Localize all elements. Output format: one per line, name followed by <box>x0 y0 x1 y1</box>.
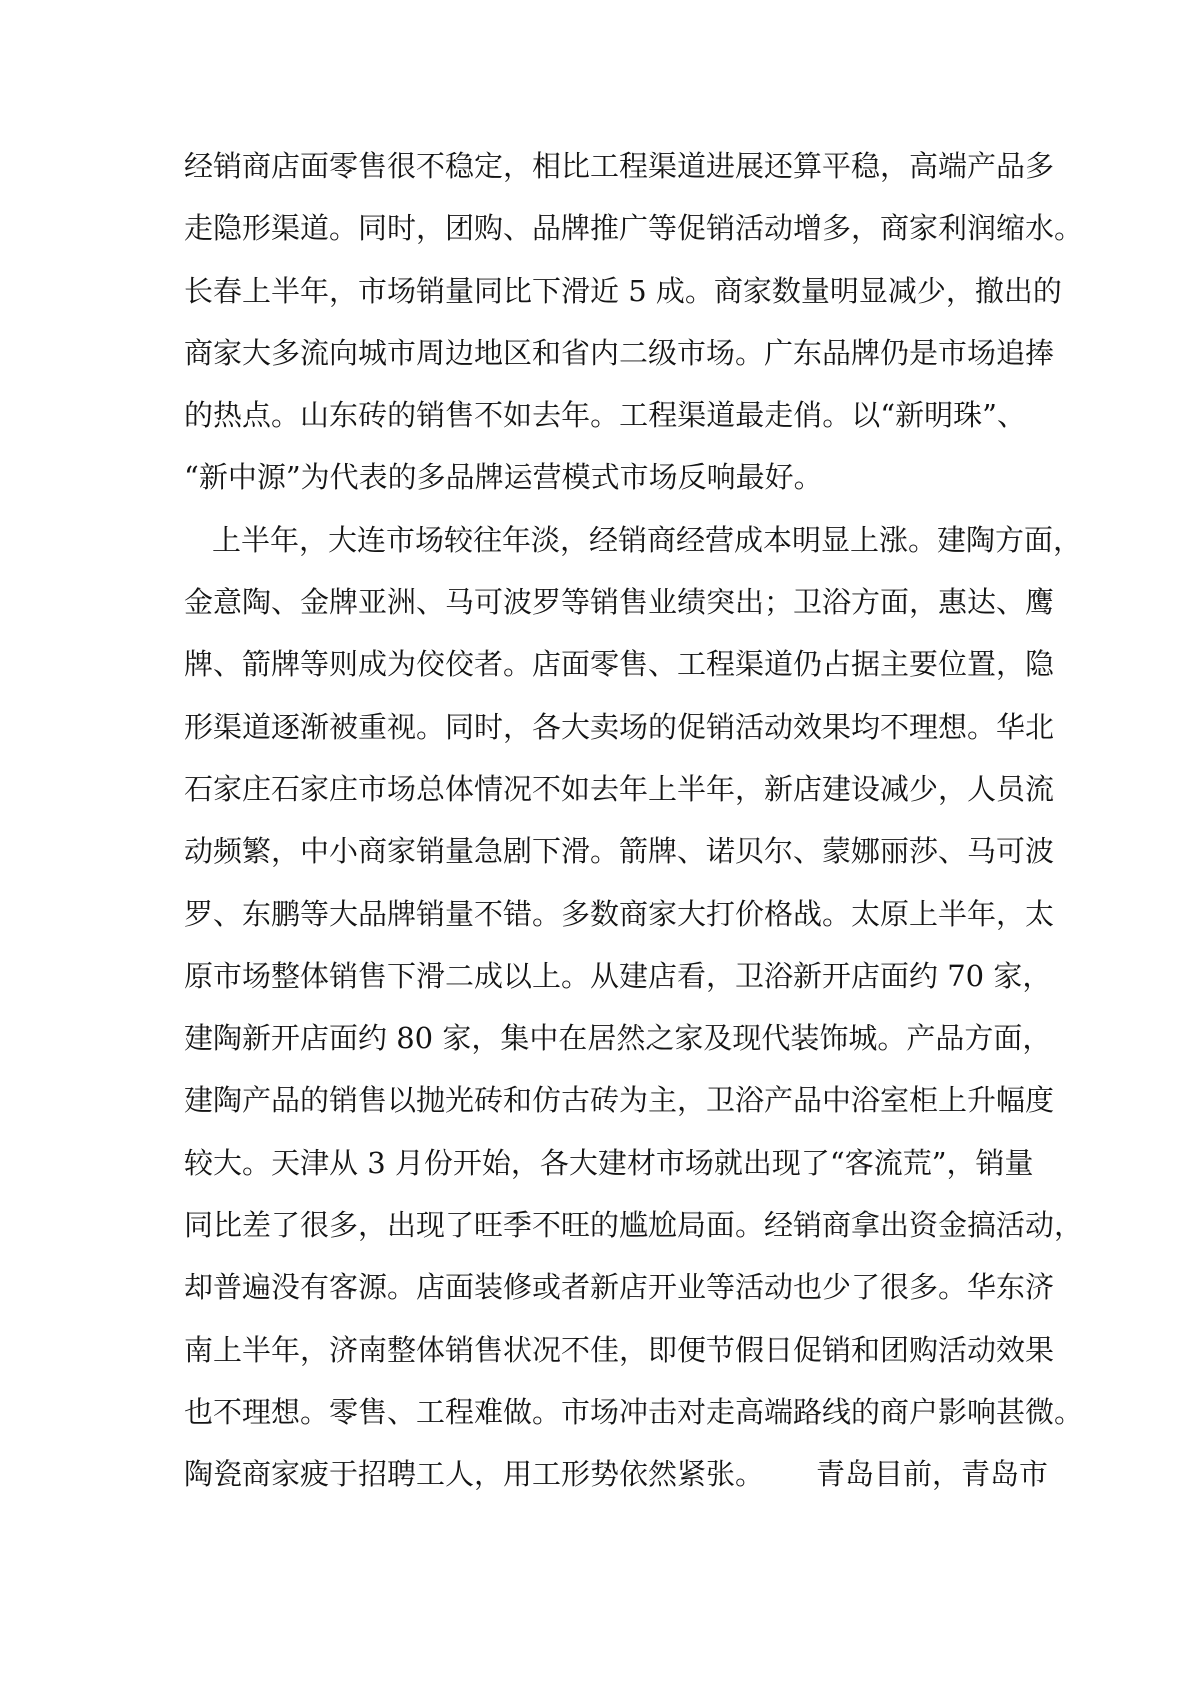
text-line: 建陶产品的销售以抛光砖和仿古砖为主，卫浴产品中浴室柜上升幅度 <box>184 1083 1055 1118</box>
text-line: 牌、箭牌等则成为佼佼者。店面零售、工程渠道仍占据主要位置，隐 <box>184 647 1055 682</box>
text-line: 同比差了很多，出现了旺季不旺的尴尬局面。经销商拿出资金搞活动， <box>184 1208 1084 1243</box>
text-line: 较大。天津从 3 月份开始，各大建材市场就出现了“客流荒”，销量 <box>184 1145 1034 1180</box>
text-line: 罗、东鹏等大品牌销量不错。多数商家大打价格战。太原上半年，太 <box>184 896 1055 931</box>
paragraph-first-line: 上半年，大连市场较往年淡，经销商经营成本明显上涨。建陶方面， <box>212 522 1083 557</box>
text-line-final <box>184 1443 1049 1505</box>
text-line: 金意陶、金牌亚洲、马可波罗等销售业绩突出；卫浴方面，惠达、鹰 <box>184 585 1055 620</box>
text-line: 却普遍没有客源。店面装修或者新店开业等活动也少了很多。华东济 <box>184 1270 1055 1305</box>
text-line: 南上半年，济南整体销售状况不佳，即便节假日促销和团购活动效果 <box>184 1332 1055 1367</box>
text-line-final-end: 青岛目前，青岛市 <box>816 1457 1049 1492</box>
text-line: 建陶新开店面约 80 家，集中在居然之家及现代装饰城。产品方面， <box>184 1021 1052 1056</box>
text-line: 原市场整体销售下滑二成以上。从建店看，卫浴新开店面约 70 家， <box>184 958 1052 993</box>
text-line: 商家大多流向城市周边地区和省内二级市场。广东品牌仍是市场追捧 <box>184 335 1055 370</box>
text-line: 的热点。山东砖的销售不如去年。工程渠道最走俏。以“新明珠”、 <box>184 398 1026 433</box>
document-body <box>184 135 1084 1506</box>
text-line: 走隐形渠道。同时，团购、品牌推广等促销活动增多，商家利润缩水。 <box>184 211 1084 246</box>
text-line: “新中源”为代表的多品牌运营模式市场反响最好。 <box>184 460 823 495</box>
text-line: 也不理想。零售、工程难做。市场冲击对走高端路线的商户影响甚微。 <box>184 1394 1084 1429</box>
text-line-final-start: 陶瓷商家疲于招聘工人，用工形势依然紧张。 <box>184 1457 765 1492</box>
text-line: 动频繁，中小商家销量急剧下滑。箭牌、诺贝尔、蒙娜丽莎、马可波 <box>184 834 1055 869</box>
text-line: 经销商店面零售很不稳定，相比工程渠道进展还算平稳，高端产品多 <box>184 149 1055 183</box>
text-line: 石家庄石家庄市场总体情况不如去年上半年，新店建设减少，人员流 <box>184 771 1055 806</box>
text-line: 形渠道逐渐被重视。同时，各大卖场的促销活动效果均不理想。华北 <box>184 709 1055 744</box>
text-line: 长春上半年，市场销量同比下滑近 5 成。商家数量明显减少，撤出的 <box>184 273 1062 308</box>
